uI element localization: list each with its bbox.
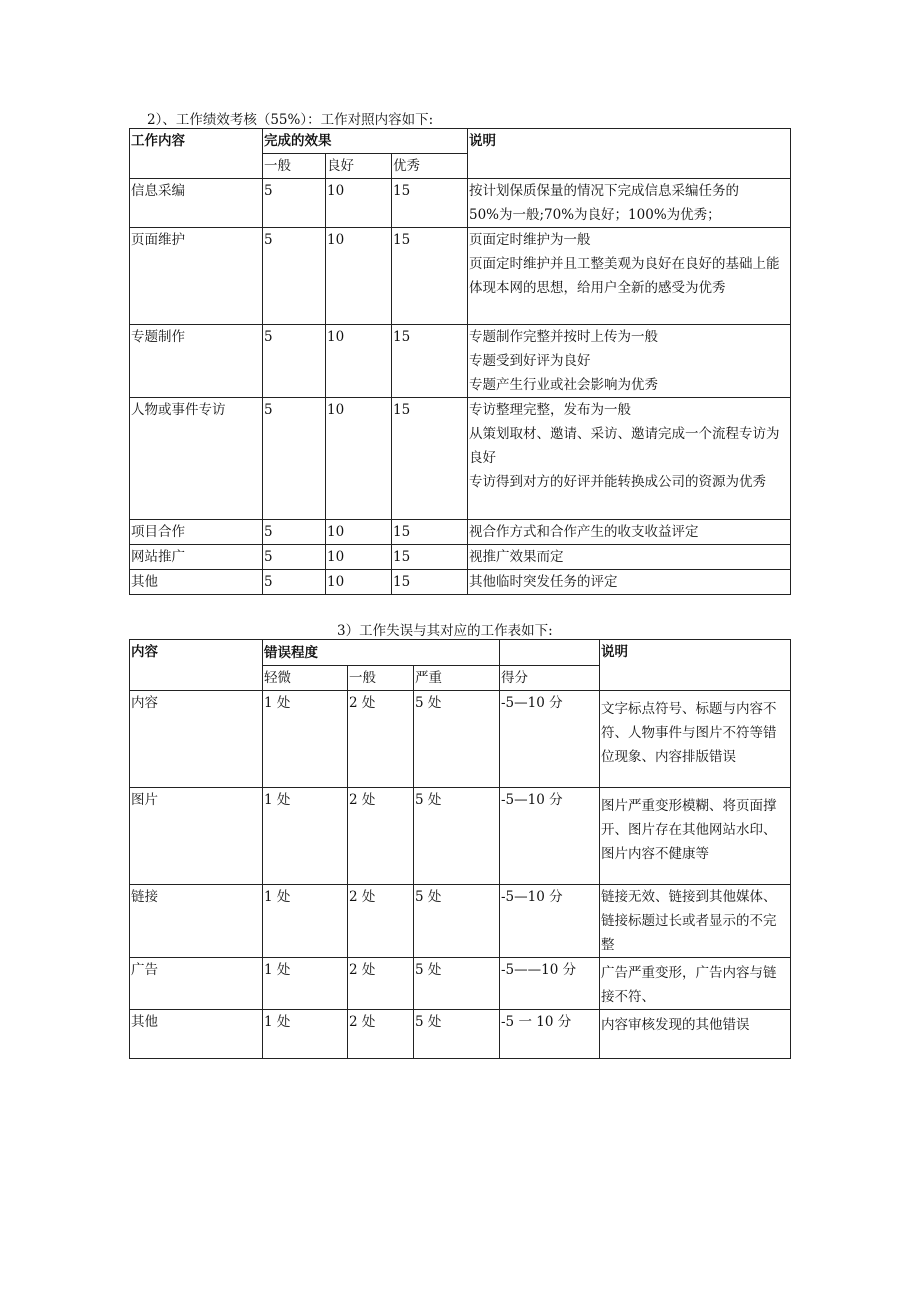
table-row [130, 570, 791, 595]
table-row [130, 228, 791, 325]
table-row [130, 885, 791, 958]
row-name: 其他 [130, 1010, 263, 1059]
level-severe: 严重 [414, 666, 500, 691]
table-row [130, 691, 791, 788]
desc-line: 50%为一般;70%为良好；100%为优秀； [469, 207, 721, 223]
row-name: 网站推广 [130, 545, 263, 570]
desc-line: 页面定时维护为一般 [469, 232, 591, 248]
row-severe: 5 处 [414, 958, 500, 1010]
row-desc: 广告严重变形，广告内容与链接不符、 [600, 958, 791, 1010]
row-excellent: 15 [392, 228, 468, 325]
row-general: 5 [263, 398, 326, 520]
header-error-degree: 错误程度 [263, 640, 500, 666]
header-work-content: 工作内容 [130, 129, 263, 179]
level-minor: 轻微 [263, 666, 348, 691]
table-row [130, 788, 791, 885]
desc-line: 专访整理完整，发布为一般 [469, 402, 631, 418]
row-score: -5 一 10 分 [500, 1010, 600, 1059]
row-general: 2 处 [348, 885, 414, 958]
row-good: 10 [326, 398, 392, 520]
row-desc: 内容审核发现的其他错误 [600, 1010, 791, 1059]
row-good: 10 [326, 179, 392, 228]
level-general: 一般 [263, 154, 326, 179]
header-description: 说明 [468, 129, 791, 179]
row-name: 人物或事件专访 [130, 398, 263, 520]
row-name: 图片 [130, 788, 263, 885]
row-name: 链接 [130, 885, 263, 958]
row-score: -5—10 分 [500, 885, 600, 958]
row-excellent: 15 [392, 545, 468, 570]
row-general: 5 [263, 570, 326, 595]
row-minor: 1 处 [263, 1010, 348, 1059]
error-table [129, 639, 791, 1059]
row-general: 2 处 [348, 1010, 414, 1059]
row-name: 信息采编 [130, 179, 263, 228]
row-good: 10 [326, 325, 392, 398]
header-description: 说明 [600, 640, 791, 691]
row-general: 2 处 [348, 958, 414, 1010]
row-severe: 5 处 [414, 885, 500, 958]
row-name: 内容 [130, 691, 263, 788]
desc-line: 按计划保质保量的情况下完成信息采编任务的 [469, 183, 739, 199]
row-excellent: 15 [392, 325, 468, 398]
row-good: 10 [326, 545, 392, 570]
row-desc [468, 228, 791, 325]
row-name: 广告 [130, 958, 263, 1010]
row-good: 10 [326, 228, 392, 325]
header-completion-effect: 完成的效果 [263, 129, 468, 154]
table-row [130, 545, 791, 570]
row-minor: 1 处 [263, 885, 348, 958]
table-row [130, 325, 791, 398]
row-minor: 1 处 [263, 958, 348, 1010]
row-score: -5——10 分 [500, 958, 600, 1010]
performance-table [129, 128, 791, 595]
row-general: 5 [263, 545, 326, 570]
row-severe: 5 处 [414, 788, 500, 885]
row-desc [468, 398, 791, 520]
row-excellent: 15 [392, 398, 468, 520]
header-blank [500, 640, 600, 666]
row-desc [468, 325, 791, 398]
row-name: 页面维护 [130, 228, 263, 325]
row-desc: 视合作方式和合作产生的收支收益评定 [468, 520, 791, 545]
row-excellent: 15 [392, 570, 468, 595]
table-row [130, 398, 791, 520]
row-score: -5—10 分 [500, 788, 600, 885]
row-minor: 1 处 [263, 691, 348, 788]
table2-caption: 3）工作失误与其对应的工作表如下: [337, 623, 553, 639]
desc-line: 专题制作完整并按时上传为一般 [469, 329, 658, 345]
row-general: 5 [263, 228, 326, 325]
row-general: 5 [263, 520, 326, 545]
desc-line: 从策划取材、邀请、采访、邀请完成一个流程专访为良好 [469, 426, 780, 466]
row-general: 5 [263, 179, 326, 228]
row-severe: 5 处 [414, 1010, 500, 1059]
desc-line: 专题产生行业或社会影响为优秀 [469, 377, 658, 393]
row-desc: 链接无效、链接到其他媒体、链接标题过长或者显示的不完整 [600, 885, 791, 958]
desc-line: 专题受到好评为良好 [469, 353, 591, 369]
row-severe: 5 处 [414, 691, 500, 788]
row-general: 2 处 [348, 788, 414, 885]
row-desc [468, 179, 791, 228]
row-excellent: 15 [392, 179, 468, 228]
row-name: 专题制作 [130, 325, 263, 398]
row-excellent: 15 [392, 520, 468, 545]
level-good: 良好 [326, 154, 392, 179]
table-row [130, 520, 791, 545]
row-minor: 1 处 [263, 788, 348, 885]
table-row [130, 958, 791, 1010]
row-desc: 图片严重变形模糊、将页面撑开、图片存在其他网站水印、图片内容不健康等 [600, 788, 791, 885]
table-row [130, 179, 791, 228]
row-name: 项目合作 [130, 520, 263, 545]
row-desc: 其他临时突发任务的评定 [468, 570, 791, 595]
row-good: 10 [326, 520, 392, 545]
row-desc: 文字标点符号、标题与内容不符、人物事件与图片不符等错位现象、内容排版错误 [600, 691, 791, 788]
row-desc: 视推广效果而定 [468, 545, 791, 570]
level-general: 一般 [348, 666, 414, 691]
row-good: 10 [326, 570, 392, 595]
level-excellent: 优秀 [392, 154, 468, 179]
header-content: 内容 [130, 640, 263, 691]
table-row [130, 1010, 791, 1059]
row-general: 5 [263, 325, 326, 398]
row-name: 其他 [130, 570, 263, 595]
desc-line: 页面定时维护并且工整美观为良好在良好的基础上能体现本网的思想，给用户全新的感受为优秀 [469, 256, 780, 296]
desc-line: 专访得到对方的好评并能转换成公司的资源为优秀 [469, 474, 766, 490]
row-general: 2 处 [348, 691, 414, 788]
level-score: 得分 [500, 666, 600, 691]
row-score: -5—10 分 [500, 691, 600, 788]
table1-caption: 2）、工作绩效考核（55%）：工作对照内容如下: [147, 112, 434, 128]
